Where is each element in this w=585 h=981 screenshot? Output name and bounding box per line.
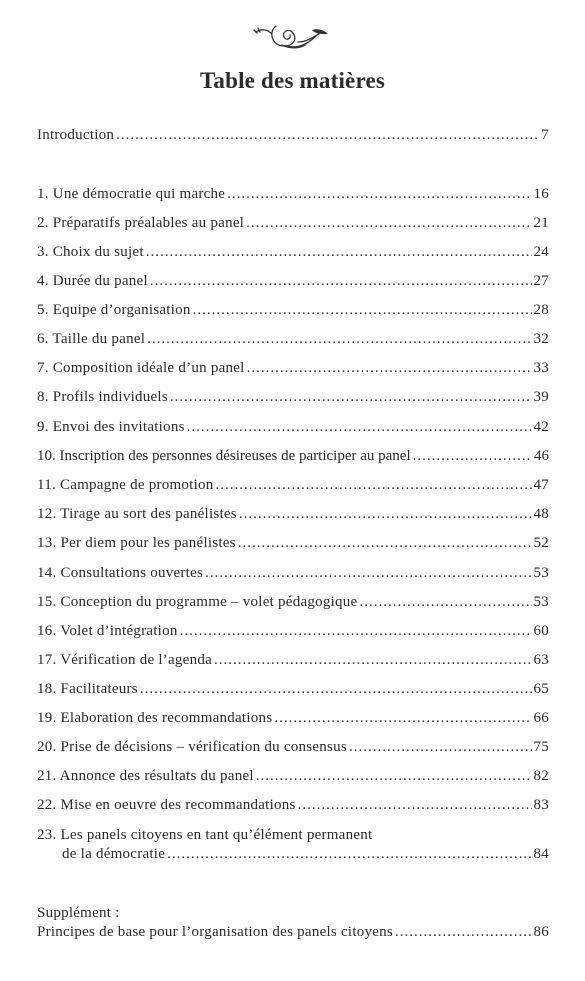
- toc-entry-page: 42: [533, 419, 549, 435]
- toc-entry-page: 60: [533, 623, 549, 639]
- leader-dots: [247, 359, 532, 377]
- toc-entry-introduction[interactable]: [37, 126, 549, 144]
- leader-dots: [274, 709, 531, 727]
- leader-dots: [395, 923, 532, 941]
- leader-dots: [187, 418, 532, 436]
- toc-entry-label: 3. Choix du sujet: [37, 244, 144, 260]
- toc-entry-page: 7: [541, 127, 549, 143]
- toc-entry-page: 33: [533, 360, 549, 376]
- leader-dots: [359, 593, 531, 611]
- toc-entry-chapter-17[interactable]: [37, 651, 549, 669]
- toc-entry-label: 10. Inscription des personnes désireuses de participer au panel: [37, 448, 411, 464]
- toc-entry-label: 21. Annonce des résultats du panel: [37, 768, 254, 784]
- toc-entry-label: 14. Consultations ouvertes: [37, 565, 204, 581]
- toc-entry-chapter-13[interactable]: [37, 534, 549, 552]
- leader-dots: [167, 845, 531, 863]
- toc-entry-page: 75: [533, 739, 549, 755]
- toc-entry-chapter-23-line1[interactable]: 23. Les panels citoyens en tant qu’élément permanent: [37, 827, 373, 843]
- leader-dots: [140, 680, 532, 698]
- toc-entry-page: 39: [533, 389, 549, 405]
- toc-entry-page: 83: [533, 797, 549, 813]
- toc-entry-label: 17. Vérification de l’agenda: [37, 652, 212, 668]
- toc-entry-label: 18. Facilitateurs: [37, 681, 138, 697]
- toc-entry-label: 15. Conception du programme – volet pédagogique: [37, 594, 358, 610]
- toc-entry-page: 27: [533, 273, 549, 289]
- toc-entry-chapter-7[interactable]: [37, 359, 549, 377]
- fleuron-ornament-icon: [250, 18, 330, 54]
- toc-entry-label: 12. Tirage au sort des panélistes: [37, 506, 237, 522]
- toc-entry-label: 1. Une démocratie qui marche: [37, 186, 226, 202]
- toc-entry-chapter-23[interactable]: [37, 845, 549, 863]
- toc-entry-page: 86: [533, 924, 549, 940]
- toc-entry-page: 53: [533, 565, 549, 581]
- toc-entry-chapter-3[interactable]: [37, 243, 549, 261]
- toc-entry-chapter-14[interactable]: [37, 564, 549, 582]
- leader-dots: [246, 214, 531, 232]
- toc-entry-label: 20. Prise de décisions – vérification du consensus: [37, 739, 347, 755]
- toc-entry-chapter-2[interactable]: [37, 214, 549, 232]
- leader-dots: [150, 272, 532, 290]
- toc-entry-label: 7. Composition idéale d’un panel: [37, 360, 245, 376]
- leader-dots: [216, 476, 532, 494]
- toc-entry-chapter-20[interactable]: [37, 738, 549, 756]
- toc-entry-label: 8. Profils individuels: [37, 389, 168, 405]
- toc-entry-page: 32: [533, 331, 549, 347]
- leader-dots: [413, 447, 532, 465]
- toc-entry-label: 9. Envoi des invitations: [37, 419, 185, 435]
- toc-entry-page: 82: [533, 768, 549, 784]
- leader-dots: [298, 796, 532, 814]
- toc-entry-chapter-6[interactable]: [37, 330, 549, 348]
- leader-dots: [193, 301, 532, 319]
- toc-entry-page: 24: [533, 244, 549, 260]
- leader-dots: [238, 534, 532, 552]
- toc-entry-page: 65: [533, 681, 549, 697]
- toc-entry-label: Principes de base pour l’organisation des panels citoyens: [37, 924, 393, 940]
- toc-entry-chapter-15[interactable]: [37, 593, 549, 611]
- leader-dots: [170, 388, 532, 406]
- leader-dots: [256, 767, 532, 785]
- toc-entry-page: 84: [533, 846, 549, 862]
- toc-entry-label: 4. Durée du panel: [37, 273, 148, 289]
- leader-dots: [214, 651, 532, 669]
- toc-entry-chapter-11[interactable]: [37, 476, 549, 494]
- toc-entry-chapter-18[interactable]: [37, 680, 549, 698]
- toc-entry-page: 28: [533, 302, 549, 318]
- toc-entry-label: 6. Taille du panel: [37, 331, 146, 347]
- toc-entry-chapter-8[interactable]: [37, 388, 549, 406]
- toc-entry-label: 22. Mise en oeuvre des recommandations: [37, 797, 296, 813]
- toc-entry-label: 2. Préparatifs préalables au panel: [37, 215, 245, 231]
- toc-entry-chapter-21[interactable]: [37, 767, 549, 785]
- page-title: Table des matières: [199, 68, 386, 93]
- toc-entry-page: 53: [533, 594, 549, 610]
- leader-dots: [227, 185, 531, 203]
- toc-entry-chapter-16[interactable]: [37, 622, 549, 640]
- toc-entry-page: 47: [533, 477, 549, 493]
- toc-entry-page: 46: [534, 448, 549, 464]
- toc-entry-label: 11. Campagne de promotion: [37, 477, 214, 493]
- toc-entry-label: 16. Volet d’intégration: [37, 623, 178, 639]
- toc-entry-page: 63: [533, 652, 549, 668]
- toc-entry-label: 19. Elaboration des recommandations: [37, 710, 273, 726]
- toc-entry-chapter-4[interactable]: [37, 272, 549, 290]
- leader-dots: [205, 564, 531, 582]
- toc-entry-chapter-19[interactable]: [37, 709, 549, 727]
- leader-dots: [349, 738, 532, 756]
- toc-entry-page: 52: [533, 535, 549, 551]
- toc-entry-chapter-12[interactable]: [37, 505, 549, 523]
- supplement-heading: Supplément :: [37, 905, 120, 921]
- toc-entry-chapter-9[interactable]: [37, 418, 549, 436]
- leader-dots: [116, 126, 539, 144]
- toc-entry-label: 13. Per diem pour les panélistes: [37, 535, 236, 551]
- leader-dots: [180, 622, 532, 640]
- toc-entry-chapter-22[interactable]: [37, 796, 549, 814]
- toc-entry-label: de la démocratie: [62, 846, 166, 862]
- toc-entry-label: 5. Equipe d’organisation: [37, 302, 191, 318]
- toc-entry-page: 48: [533, 506, 549, 522]
- leader-dots: [239, 505, 532, 523]
- toc-entry-label: Introduction: [37, 127, 115, 143]
- toc-entry-chapter-1[interactable]: [37, 185, 549, 203]
- toc-entry-supplement[interactable]: [37, 923, 549, 941]
- toc-entry-page: 16: [533, 186, 549, 202]
- leader-dots: [147, 330, 531, 348]
- toc-entry-page: 66: [533, 710, 549, 726]
- toc-entry-page: 21: [533, 215, 549, 231]
- toc-entry-chapter-10[interactable]: [37, 447, 549, 465]
- toc-entry-chapter-5[interactable]: [37, 301, 549, 319]
- leader-dots: [146, 243, 532, 261]
